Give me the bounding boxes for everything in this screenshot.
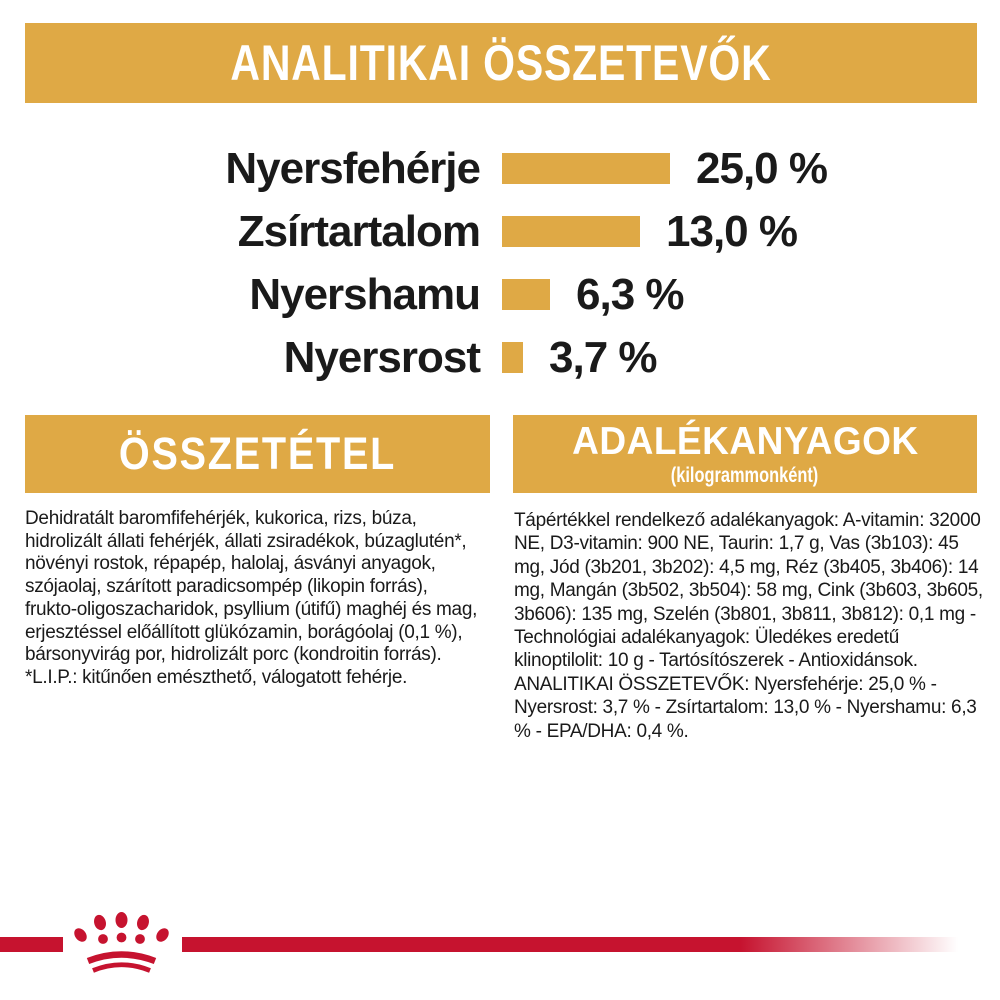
additives-title: ADALÉKANYAGOK — [571, 420, 919, 463]
additives-body-paragraph-2: ANALITIKAI ÖSSZETEVŐK: Nyersfehérje: 25,0 % - Nyersrost: 3,7 % - Zsírtartalom: 13,0 % - Nyershamu: 6,3 % - EPA/DHA: 0,4 %. — [514, 673, 977, 742]
chart-bar — [502, 153, 670, 184]
chart-bar — [502, 279, 550, 310]
footer-stripe-left — [0, 937, 63, 952]
chart-row-label: Nyersfehérje — [225, 143, 480, 193]
chart-bar — [502, 342, 523, 373]
additives-body-text — [514, 509, 986, 743]
composition-header — [25, 415, 490, 493]
additives-body-paragraph-1: Tápértékkel rendelkező adalékanyagok: A-vitamin: 32000 NE, D3-vitamin: 900 NE, Taurin: 1,7 g, Vas (3b103): 45 mg, Jód (3b201, 3b202): 4,5 mg, Réz (3b405, 3b406): 14 mg, Mangán (3b502, 3b504): 58 mg, Cink (3b603, 3b605, 3b606): 135 mg, Szelén (3b801, 3b811, 3b812): 0,1 mg - Technológiai adalékanyagok: Üledékes eredetű klinoptilolit: 10 g - Tartósítószerek - Antioxidánsok. — [514, 510, 983, 672]
royal-canin-crown-paw-logo — [63, 906, 179, 976]
additives-header — [513, 415, 977, 493]
chart-row — [0, 263, 1000, 326]
analytical-constituents-chart — [0, 137, 1000, 389]
chart-bar — [502, 216, 640, 247]
chart-row-label: Nyershamu — [249, 269, 480, 319]
chart-row-value: 13,0 % — [666, 206, 797, 256]
chart-row-label: Zsírtartalom — [237, 206, 480, 256]
chart-row — [0, 200, 1000, 263]
footer-stripe-right — [182, 937, 958, 952]
paw-crown-arcs — [88, 955, 155, 971]
composition-body-text: Dehidratált baromfifehérjék, kukorica, rizs, búza, hidrolizált állati fehérjék, állati zsiradékok, búzaglutén*, növényi rostok, répapép, halolaj, ásványi anyagok, szójaolaj, szárított paradicsompép (likopin forrás), frukto-oligoszacharidok, psyllium (útifű) maghéj és mag, erjesztéssel előállított glükózamin, borágóolaj (0,1 %), bársonyvirág por, hidrolizált porc (kondroitin forrás). *L.I.P.: kitűnően emészthető, válogatott fehérje. — [25, 508, 478, 688]
composition-title: ÖSSZETÉTEL — [118, 428, 397, 479]
chart-row — [0, 137, 1000, 200]
chart-row-label: Nyersrost — [283, 332, 480, 382]
analytical-constituents-banner — [25, 23, 977, 103]
chart-row-value: 6,3 % — [576, 269, 684, 319]
chart-row — [0, 326, 1000, 389]
chart-row-value: 3,7 % — [549, 332, 657, 382]
chart-row-value: 25,0 % — [696, 143, 827, 193]
paw-toes — [72, 912, 172, 944]
additives-subtitle: (kilogrammonként) — [671, 464, 819, 487]
banner-title: ANALITIKAI ÖSSZETEVŐK — [230, 35, 772, 91]
